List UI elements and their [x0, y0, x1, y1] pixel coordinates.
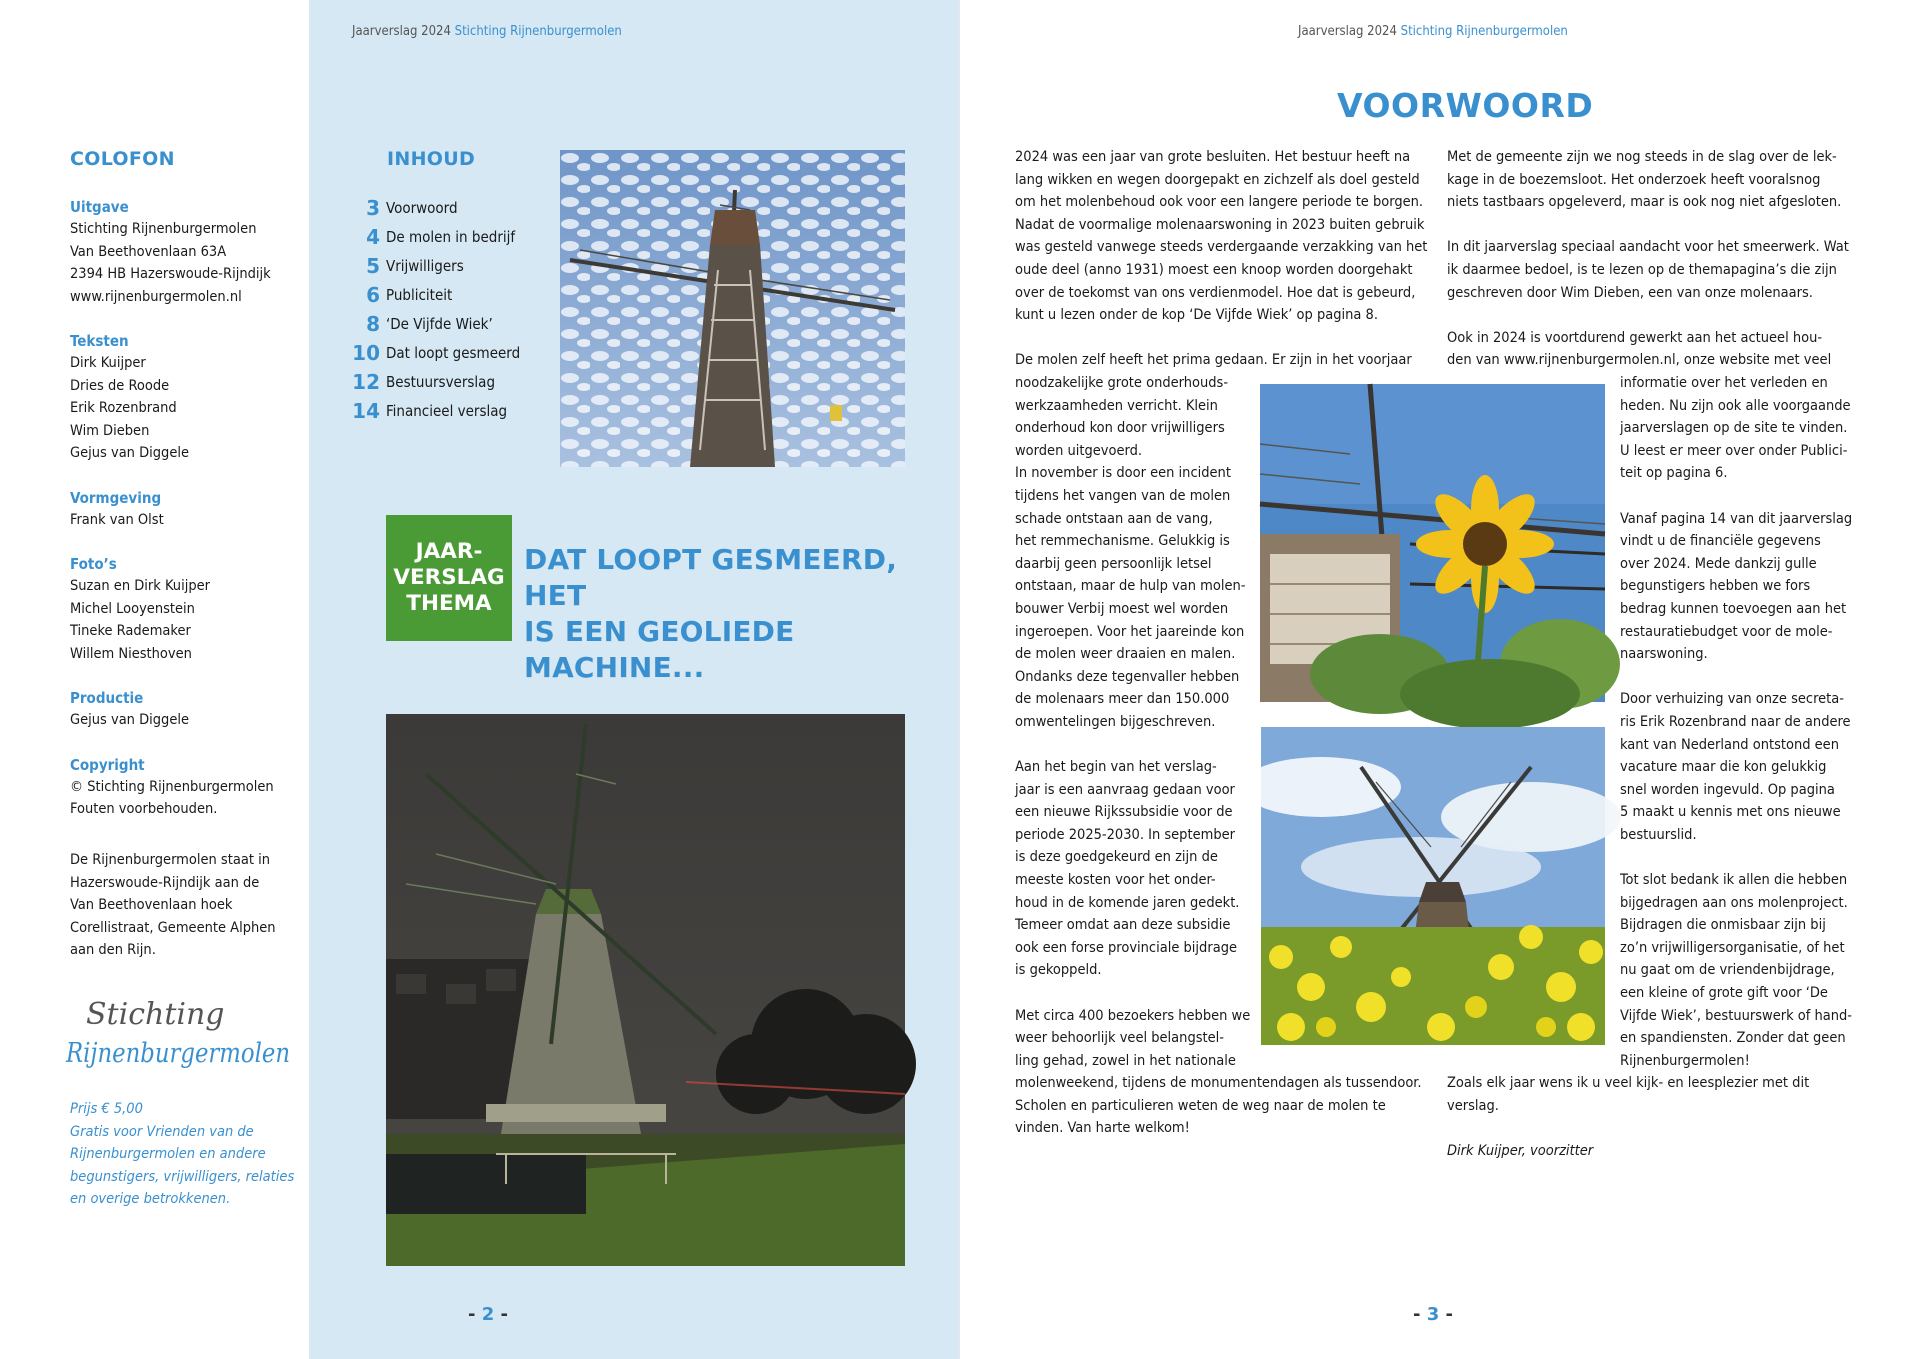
- page-2-header: [352, 24, 622, 39]
- text-line: vacature maar die kon gelukkig: [1620, 759, 1827, 776]
- text-line: om het molenbehoud ook voor een langere periode te borgen.: [1015, 194, 1424, 211]
- text-line: weer behoorlijk veel belangstel-: [1015, 1030, 1224, 1047]
- text-line: schade ontstaan aan de vang,: [1015, 510, 1213, 527]
- text-line: Vanaf pagina 14 van dit jaarverslag: [1620, 510, 1853, 527]
- text-line: Met de gemeente zijn we nog steeds in de slag over de lek-: [1447, 149, 1837, 165]
- text-line: In dit jaarverslag speciaal aandacht voor het smeerwerk. Wat: [1447, 239, 1849, 256]
- stichting-logo: [64, 990, 294, 1080]
- page-number-left: - 2 -: [468, 1304, 509, 1325]
- price-line: en overige betrokkenen.: [70, 1191, 231, 1207]
- colofon-line: 2394 HB Hazerswoude-Rijndijk: [70, 266, 271, 282]
- location-line: De Rijnenburgermolen staat in: [70, 852, 270, 868]
- toc-item: [314, 280, 452, 309]
- colofon-line: © Stichting Rijnenburgermolen: [70, 778, 274, 795]
- text-line: informatie over het verleden en: [1620, 375, 1828, 391]
- toc-item: [314, 309, 493, 338]
- text-line: Tot slot bedank ik allen die hebben: [1620, 872, 1848, 889]
- text-line: begunstigers hebben we fors: [1620, 578, 1811, 595]
- colofon-section: [70, 754, 305, 821]
- voorwoord-col2-top: [1447, 146, 1849, 372]
- colofon-line: www.rijnenburgermolen.nl: [70, 288, 242, 305]
- text-line: de molenaars meer dan 150.000: [1015, 691, 1230, 708]
- toc-page-number: 12: [352, 369, 380, 394]
- text-line: jaarverslagen op de site te vinden.: [1620, 420, 1848, 437]
- text-line: Rijnenburgermolen!: [1620, 1052, 1750, 1069]
- text-line: ook een forse provinciale bijdrage: [1015, 939, 1238, 956]
- text-line: den van www.rijnenburgermolen.nl, onze website met veel: [1447, 352, 1832, 369]
- text-line: geschreven door Wim Dieben, een van onze molenaars.: [1447, 284, 1813, 301]
- text-line: Vijfde Wiek’, bestuurswerk of hand-: [1620, 1007, 1853, 1024]
- text-line: noodzakelijke grote onderhouds-: [1015, 375, 1229, 391]
- text-line: Zoals elk jaar wens ik u veel kijk- en leesplezier met dit: [1447, 1075, 1810, 1091]
- price-line: Rijnenburgermolen en andere: [70, 1146, 266, 1162]
- colofon-line: Willem Niesthoven: [70, 645, 192, 662]
- headline-line-2: IS EEN GEOLIEDE MACHINE...: [524, 615, 795, 684]
- text-line: teit op pagina 6.: [1620, 465, 1728, 482]
- text-line: werkzaamheden verricht. Klein: [1015, 397, 1218, 414]
- colofon-section: [70, 487, 305, 532]
- colofon-label: Teksten: [70, 332, 129, 350]
- text-line: molenweekend, tijdens de monumentendagen als tussendoor.: [1015, 1075, 1422, 1091]
- text-line: daarbij geen persoonlijk letsel: [1015, 555, 1212, 572]
- paragraph-gap: [1620, 846, 1852, 869]
- text-line: meeste kosten voor het onder-: [1015, 872, 1216, 889]
- colofon-section: [70, 330, 305, 465]
- text-line: niets tastbaars opgeleverd, maar is ook nog niet afgesloten.: [1447, 194, 1842, 211]
- text-line: periode 2025-2030. In september: [1015, 826, 1235, 843]
- toc-page-number: 6: [366, 282, 380, 307]
- text-line: kant van Nederland ontstond een: [1620, 736, 1839, 753]
- toc-item-title: Voorwoord: [386, 198, 458, 217]
- text-line: verslag.: [1447, 1097, 1499, 1114]
- text-line: worden uitgevoerd.: [1015, 442, 1143, 459]
- toc-item-title: ‘De Vijfde Wiek’: [386, 314, 493, 333]
- header-prefix: Jaarverslag 2024: [1298, 24, 1397, 39]
- colofon-line: Frank van Olst: [70, 511, 164, 528]
- text-line: kage in de boezemsloot. Het onderzoek heeft vooralsnog: [1447, 171, 1821, 188]
- text-line: In november is door een incident: [1015, 465, 1231, 482]
- text-line: onderhoud kon door vrijwilligers: [1015, 420, 1225, 437]
- page-spine: [959, 0, 960, 1359]
- colofon-line: Erik Rozenbrand: [70, 400, 177, 416]
- text-line: bijgedragen aan ons molenproject.: [1620, 894, 1848, 911]
- price-line: Prijs € 5,00: [70, 1101, 143, 1117]
- page-3-header: [1298, 24, 1568, 39]
- text-line: een kleine of grote gift voor ‘De: [1620, 985, 1828, 1002]
- colofon-section: [70, 553, 305, 665]
- colofon-section: [70, 196, 305, 308]
- toc-page-number: 4: [366, 224, 380, 249]
- text-line: de molen weer draaien en malen.: [1015, 646, 1236, 663]
- colofon-line: Fouten voorbehouden.: [70, 801, 218, 817]
- text-line: 2024 was een jaar van grote besluiten. Het bestuur heeft na: [1015, 149, 1411, 165]
- text-line: Nadat de voormalige molenaarswoning in 2023 buiten gebruik: [1015, 216, 1425, 233]
- toc-page-number: 5: [366, 253, 380, 278]
- toc-item-title: Publiciteit: [386, 285, 453, 304]
- text-line: U leest er meer over onder Publici-: [1620, 442, 1848, 459]
- text-line: lang wikken en wegen doorgepakt en zichzelf als doel gesteld: [1015, 171, 1420, 188]
- colofon-title: COLOFON: [70, 148, 175, 170]
- text-line: bouwer Verbij moest wel worden: [1015, 600, 1229, 617]
- text-line: is gekoppeld.: [1015, 962, 1102, 979]
- voorwoord-title: VOORWOORD: [1337, 86, 1594, 125]
- toc-item: [314, 338, 520, 367]
- colofon-label: Foto’s: [70, 555, 117, 573]
- text-line: ingeroepen. Voor het jaareinde kon: [1015, 623, 1245, 640]
- text-line: over 2024. Mede dankzij gulle: [1620, 555, 1817, 572]
- voorwoord-col1-top: [1015, 146, 1427, 372]
- colofon-line: Tineke Rademaker: [70, 623, 191, 639]
- text-line: bedrag kunnen toevoegen aan het: [1620, 600, 1847, 617]
- toc-page-number: 8: [366, 311, 380, 336]
- toc-item: [314, 367, 495, 396]
- colofon-line: Dirk Kuijper: [70, 355, 146, 371]
- text-line: Bijdragen die onmisbaar zijn bij: [1620, 917, 1826, 934]
- windmill-night-photo: [386, 714, 905, 1266]
- text-line: naarswoning.: [1620, 646, 1708, 663]
- badge-line-1: JAAR-: [415, 539, 483, 564]
- toc-item-title: Bestuursverslag: [386, 372, 496, 391]
- theme-headline: [524, 542, 954, 686]
- text-line: heden. Nu zijn ook alle voorgaande: [1620, 397, 1851, 414]
- text-line: ling gehad, zowel in het nationale: [1015, 1052, 1236, 1069]
- table-of-contents: [314, 193, 554, 433]
- logo-line2: Rijnenburgermolen: [65, 1038, 290, 1069]
- windmill-sky-photo: [560, 150, 905, 467]
- badge-line-3: THEMA: [406, 591, 492, 616]
- toc-item-title: Financieel verslag: [386, 401, 508, 420]
- colofon-label: Vormgeving: [70, 488, 162, 507]
- page-number-right: - 3 -: [1413, 1304, 1454, 1325]
- text-line: vindt u de financiële gegevens: [1620, 533, 1821, 550]
- text-line: snel worden ingevuld. Op pagina: [1620, 781, 1835, 798]
- voorwoord-col2-narrow: [1620, 372, 1852, 1072]
- text-line: het remmechanisme. Gelukkig is: [1015, 533, 1230, 550]
- colofon-line: Stichting Rijnenburgermolen: [70, 221, 257, 237]
- toc-item: [314, 193, 458, 222]
- text-line: Ook in 2024 is voortdurend gewerkt aan het actueel hou-: [1447, 329, 1823, 346]
- text-line: was gesteld vanwege steeds verdergaande verzakking van het: [1015, 239, 1428, 256]
- badge-line-2: VERSLAG: [393, 565, 505, 590]
- header-brand: Stichting Rijnenburgermolen: [1400, 24, 1568, 39]
- signature: Dirk Kuijper, voorzitter: [1447, 1143, 1594, 1159]
- paragraph-gap: [1015, 327, 1427, 350]
- text-line: oude deel (anno 1931) moest een knoop worden doorgehakt: [1015, 261, 1413, 278]
- colofon-body: [70, 196, 305, 843]
- toc-item-title: Vrijwilligers: [386, 256, 464, 275]
- colofon-line: Michel Looyenstein: [70, 600, 195, 617]
- toc-item-title: De molen in bedrijf: [386, 227, 516, 246]
- text-line: bestuurslid.: [1620, 826, 1697, 843]
- colofon-line: Gejus van Diggele: [70, 712, 190, 728]
- text-line: 5 maakt u kennis met ons nieuwe: [1620, 804, 1841, 821]
- paragraph-gap: [1620, 485, 1852, 508]
- colofon-label: Productie: [70, 689, 144, 707]
- text-line: een nieuwe Rijkssubsidie voor de: [1015, 804, 1233, 821]
- location-line: Van Beethovenlaan hoek: [70, 897, 233, 913]
- text-line: omwentelingen bijgeschreven.: [1015, 713, 1216, 730]
- paragraph-gap: [1015, 982, 1250, 1005]
- text-line: ris Erik Rozenbrand naar de andere: [1620, 713, 1851, 730]
- rapeseed-windmill-photo: [1261, 727, 1605, 1045]
- toc-page-number: 10: [352, 340, 380, 365]
- text-line: is deze goedgekeurd en zijn de: [1015, 849, 1218, 866]
- toc-page-number: 14: [352, 398, 380, 423]
- sunflower-windmill-photo: [1260, 384, 1605, 702]
- location-line: aan den Rijn.: [70, 942, 156, 958]
- theme-badge: [386, 515, 512, 641]
- text-line: over de toekomst van ons verdienmodel. Hoe dat is gebeurd,: [1015, 284, 1416, 301]
- paragraph-gap: [1447, 214, 1849, 237]
- price-block: [70, 1098, 310, 1211]
- text-line: en spandiensten. Zonder dat geen: [1620, 1030, 1846, 1047]
- text-line: kunt u lezen onder de kop ‘De Vijfde Wiek’ op pagina 8.: [1015, 307, 1378, 324]
- text-line: Met circa 400 bezoekers hebben we: [1015, 1007, 1251, 1024]
- colofon-section: [70, 687, 305, 732]
- header-brand: Stichting Rijnenburgermolen: [454, 24, 622, 39]
- toc-item: [314, 222, 515, 251]
- inhoud-title: INHOUD: [387, 148, 476, 170]
- page-number-right-value: 3: [1426, 1304, 1440, 1325]
- price-line: Gratis voor Vrienden van de: [70, 1123, 254, 1140]
- text-line: ik daarmee bedoel, is te lezen op de themapagina’s die zijn: [1447, 261, 1837, 278]
- colofon-label: Copyright: [70, 755, 145, 774]
- toc-item: [314, 251, 464, 280]
- toc-item-title: Dat loopt gesmeerd: [386, 343, 521, 362]
- headline-line-1: DAT LOOPT GESMEERD, HET: [524, 543, 898, 612]
- colofon-line: Gejus van Diggele: [70, 445, 190, 461]
- text-line: houd in de komende jaren gedekt.: [1015, 894, 1240, 911]
- voorwoord-col2-bottom: [1447, 1072, 1809, 1117]
- page-number-left-value: 2: [481, 1304, 495, 1325]
- text-line: ontstaan, maar de hulp van molen-: [1015, 578, 1246, 595]
- colofon-label: Uitgave: [70, 198, 129, 216]
- text-line: nu gaat om de vriendenbijdrage,: [1620, 962, 1835, 979]
- logo-line1: Stichting: [86, 997, 225, 1032]
- location-line: Corellistraat, Gemeente Alphen: [70, 919, 276, 936]
- price-line: begunstigers, vrijwilligers, relaties: [70, 1168, 295, 1185]
- voorwoord-col1-bottom: [1015, 1072, 1421, 1140]
- colofon-line: Wim Dieben: [70, 422, 150, 439]
- text-line: restauratiebudget voor de mole-: [1620, 623, 1833, 640]
- text-line: Scholen en particulieren weten de weg naar de molen te: [1015, 1097, 1386, 1114]
- voorwoord-col1-narrow: [1015, 372, 1250, 1072]
- colofon-line: Van Beethovenlaan 63A: [70, 243, 227, 260]
- text-line: Ondanks deze tegenvaller hebben: [1015, 668, 1240, 685]
- toc-item: [314, 396, 507, 425]
- colofon-line: Dries de Roode: [70, 377, 170, 394]
- text-line: vinden. Van harte welkom!: [1015, 1120, 1190, 1137]
- colofon-location: [70, 849, 305, 962]
- location-line: Hazerswoude-Rijndijk aan de: [70, 874, 260, 891]
- text-line: Temeer omdat aan deze subsidie: [1015, 917, 1231, 934]
- text-line: Door verhuizing van onze secreta-: [1620, 691, 1844, 708]
- text-line: zo’n vrijwilligersorganisatie, of het: [1620, 939, 1845, 956]
- paragraph-gap: [1447, 304, 1849, 327]
- text-line: De molen zelf heeft het prima gedaan. Er zijn in het voorjaar: [1015, 352, 1412, 369]
- text-line: jaar is een aanvraag gedaan voor: [1015, 781, 1235, 798]
- text-line: Aan het begin van het verslag-: [1015, 759, 1217, 776]
- colofon-line: Suzan en Dirk Kuijper: [70, 578, 210, 594]
- header-prefix: Jaarverslag 2024: [352, 24, 451, 39]
- toc-page-number: 3: [366, 195, 380, 220]
- paragraph-gap: [1015, 734, 1250, 757]
- text-line: tijdens het vangen van de molen: [1015, 487, 1231, 504]
- paragraph-gap: [1620, 666, 1852, 689]
